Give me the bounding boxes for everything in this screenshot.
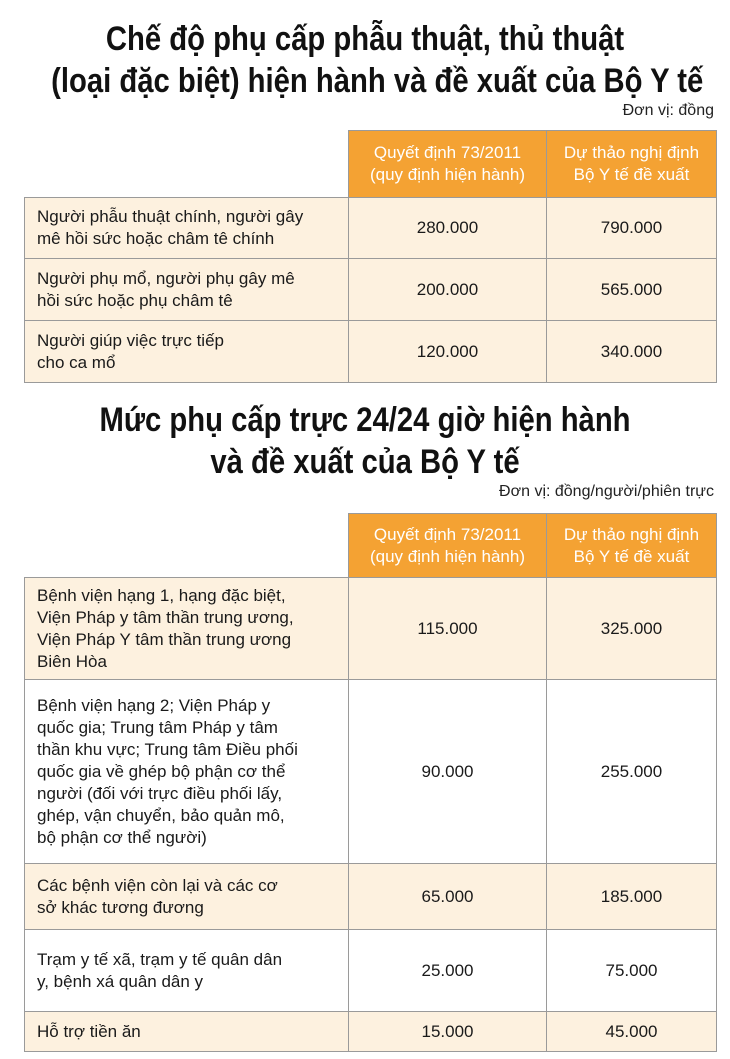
header-current-line-1: Quyết định 73/2011 bbox=[373, 143, 522, 162]
proposed-value: 790.000 bbox=[547, 198, 717, 259]
section1-title-line-1: Chế độ phụ cấp phẫu thuật, thủ thuật bbox=[105, 20, 625, 58]
header-proposed-line-2: Bộ Y tế đề xuất bbox=[573, 165, 690, 184]
header-current bbox=[349, 514, 547, 578]
row-label-line: Bệnh viện hạng 2; Viện Pháp y bbox=[37, 695, 271, 715]
current-value: 200.000 bbox=[349, 259, 547, 321]
row-label-line: cho ca mổ bbox=[37, 352, 116, 372]
row-label bbox=[25, 321, 349, 383]
row-label-line: Người phụ mổ, người phụ gây mê bbox=[37, 268, 295, 288]
section1-table bbox=[24, 130, 717, 383]
row-label bbox=[25, 864, 349, 930]
table-row bbox=[25, 1012, 717, 1052]
proposed-value: 340.000 bbox=[547, 321, 717, 383]
row-label bbox=[25, 930, 349, 1012]
current-value: 120.000 bbox=[349, 321, 547, 383]
row-label-line: mê hồi sức hoặc châm tê chính bbox=[37, 229, 275, 248]
header-current-line-2: (quy định hiện hành) bbox=[369, 546, 525, 566]
section2-unit: Đơn vị: đồng/người/phiên trực bbox=[499, 483, 714, 500]
table-row bbox=[25, 680, 717, 864]
row-label-line: thần khu vực; Trung tâm Điều phối bbox=[37, 739, 298, 759]
row-label bbox=[25, 1012, 349, 1052]
table-row bbox=[25, 864, 717, 930]
row-label-line: y, bệnh xá quân dân y bbox=[37, 971, 204, 991]
header-proposed bbox=[547, 131, 717, 198]
section2-table bbox=[24, 513, 717, 1052]
header-current-line-1: Quyết định 73/2011 bbox=[373, 524, 522, 544]
header-blank bbox=[25, 131, 349, 198]
table-row bbox=[25, 259, 717, 321]
section2-title bbox=[51, 399, 679, 483]
header-proposed bbox=[547, 514, 717, 578]
row-label-line: Viện Pháp Y tâm thần trung ương bbox=[37, 629, 292, 649]
row-label-line: người (đối với trực điều phối lấy, bbox=[37, 783, 283, 803]
current-value: 15.000 bbox=[349, 1012, 547, 1052]
row-label bbox=[25, 198, 349, 259]
header-current bbox=[349, 131, 547, 198]
section1-title bbox=[51, 18, 704, 102]
proposed-value: 185.000 bbox=[547, 864, 717, 930]
current-value: 280.000 bbox=[349, 198, 547, 259]
proposed-value: 255.000 bbox=[547, 680, 717, 864]
current-value: 25.000 bbox=[349, 930, 547, 1012]
row-label-line: Hỗ trợ tiền ăn bbox=[37, 1021, 141, 1041]
proposed-value: 565.000 bbox=[547, 259, 717, 321]
current-value: 65.000 bbox=[349, 864, 547, 930]
row-label-line: Các bệnh viện còn lại và các cơ bbox=[37, 875, 278, 895]
row-label-line: ghép, vận chuyển, bảo quản mô, bbox=[37, 805, 285, 825]
proposed-value: 75.000 bbox=[547, 930, 717, 1012]
row-label-line: Người phẫu thuật chính, người gây bbox=[37, 207, 304, 226]
header-proposed-line-2: Bộ Y tế đề xuất bbox=[573, 546, 690, 566]
section2-title-line-1: Mức phụ cấp trực 24/24 giờ hiện hành bbox=[99, 401, 631, 439]
proposed-value: 45.000 bbox=[547, 1012, 717, 1052]
row-label-line: Bệnh viện hạng 1, hạng đặc biệt, bbox=[37, 585, 286, 605]
section2-title-line-2: và đề xuất của Bộ Y tế bbox=[210, 443, 520, 481]
header-proposed-line-1: Dự thảo nghị định bbox=[563, 143, 700, 162]
row-label-line: hồi sức hoặc phụ châm tê bbox=[37, 290, 233, 310]
row-label-line: sở khác tương đương bbox=[37, 897, 204, 917]
section1-unit: Đơn vị: đồng bbox=[622, 102, 714, 119]
current-value: 115.000 bbox=[349, 578, 547, 680]
row-label bbox=[25, 578, 349, 680]
row-label-line: Biên Hòa bbox=[37, 651, 107, 671]
row-label-line: Người giúp việc trực tiếp bbox=[37, 330, 224, 350]
current-value: 90.000 bbox=[349, 680, 547, 864]
table-row bbox=[25, 321, 717, 383]
row-label-line: Trạm y tế xã, trạm y tế quân dân bbox=[37, 949, 283, 969]
row-label-line: bộ phận cơ thể người) bbox=[37, 827, 207, 847]
table-row bbox=[25, 198, 717, 259]
header-current-line-2: (quy định hiện hành) bbox=[369, 165, 525, 184]
header-proposed-line-1: Dự thảo nghị định bbox=[563, 524, 700, 544]
table-row bbox=[25, 930, 717, 1012]
table-row bbox=[25, 578, 717, 680]
row-label-line: quốc gia về ghép bộ phận cơ thể bbox=[37, 761, 286, 781]
row-label-line: Viện Pháp y tâm thần trung ương, bbox=[37, 607, 294, 627]
row-label bbox=[25, 680, 349, 864]
row-label-line: quốc gia; Trung tâm Pháp y tâm bbox=[37, 717, 278, 737]
proposed-value: 325.000 bbox=[547, 578, 717, 680]
row-label bbox=[25, 259, 349, 321]
header-blank bbox=[25, 514, 349, 578]
section1-title-line-2: (loại đặc biệt) hiện hành và đề xuất của Bộ Y tế bbox=[51, 62, 704, 100]
